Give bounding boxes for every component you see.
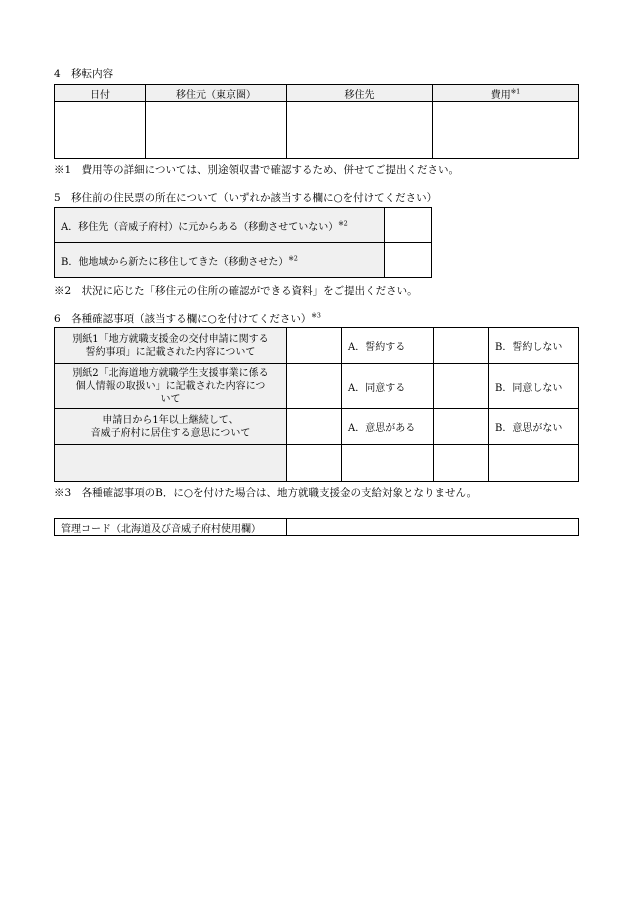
admin-code-field[interactable] bbox=[287, 519, 579, 536]
confirm-row-4-b[interactable] bbox=[489, 445, 579, 482]
confirm-row-2-a: A．同意する bbox=[342, 364, 434, 409]
confirm-row-1-b: B．誓約しない bbox=[489, 328, 579, 364]
confirm-row-3-a: A．意思がある bbox=[342, 409, 434, 445]
confirm-row-1-b-check[interactable] bbox=[434, 328, 489, 364]
destination-cell[interactable] bbox=[287, 102, 433, 159]
residence-option-b: B．他地域から新たに移住してきた（移動させた）$^{※2}$ bbox=[55, 243, 385, 278]
confirm-row-1-label: 別紙1「地方就職支援金の交付申請に関する 誓約事項」に記載された内容について bbox=[55, 328, 287, 364]
residence-option-a: A．移住先（音威子府村）に元からある（移動させていない）$^{※2}$ bbox=[55, 208, 385, 243]
section6-heading: 6 各種確認事項（該当する欄に○を付けてください）$^{※3}$ bbox=[54, 311, 321, 325]
header-cost: 費用$^{※1}$ bbox=[433, 85, 579, 102]
confirm-row-3-b-check[interactable] bbox=[434, 409, 489, 445]
confirm-row-4-b-check[interactable] bbox=[434, 445, 489, 482]
note2: ※2 状況に応じた「移住元の住所の確認ができる資料」をご提出ください。 bbox=[54, 285, 418, 297]
confirm-row-3-label: 申請日から1年以上継続して、 音威子府村に居住する意思について bbox=[55, 409, 287, 445]
confirm-row-4-a-check[interactable] bbox=[287, 445, 342, 482]
confirmation-table bbox=[54, 327, 579, 482]
confirm-row-4-a[interactable] bbox=[342, 445, 434, 482]
confirm-row-1-a-check[interactable] bbox=[287, 328, 342, 364]
cost-cell[interactable] bbox=[433, 102, 579, 159]
note3: ※3 各種確認事項のB．に○を付けた場合は、地方就職支援金の支給対象となりません。 bbox=[54, 487, 478, 499]
transfer-table bbox=[54, 84, 579, 159]
header-destination: 移住先 bbox=[287, 85, 433, 102]
confirm-row-1-a: A．誓約する bbox=[342, 328, 434, 364]
origin-cell[interactable] bbox=[146, 102, 287, 159]
confirm-row-3-a-check[interactable] bbox=[287, 409, 342, 445]
section4-heading: 4 移転内容 bbox=[54, 68, 114, 80]
section5-heading: 5 移住前の住民票の所在について（いずれか該当する欄に○を付けてください） bbox=[54, 192, 438, 204]
residence-option-a-check[interactable] bbox=[385, 208, 432, 243]
header-date: 日付 bbox=[55, 85, 146, 102]
note1: ※1 費用等の詳細については、別途領収書で確認するため、併せてご提出ください。 bbox=[54, 164, 460, 176]
date-cell[interactable] bbox=[55, 102, 146, 159]
admin-table bbox=[54, 518, 579, 536]
header-origin: 移住元（東京圏） bbox=[146, 85, 287, 102]
confirm-row-4-label bbox=[55, 445, 287, 482]
confirm-row-2-label: 別紙2「北海道地方就職学生支援事業に係る 個人情報の取扱い」に記載された内容につ いて bbox=[55, 364, 287, 409]
confirm-row-2-b-check[interactable] bbox=[434, 364, 489, 409]
residence-table bbox=[54, 207, 432, 278]
residence-option-b-check[interactable] bbox=[385, 243, 432, 278]
confirm-row-3-b: B．意思がない bbox=[489, 409, 579, 445]
confirm-row-2-b: B．同意しない bbox=[489, 364, 579, 409]
admin-code-label: 管理コード（北海道及び音威子府村使用欄） bbox=[55, 519, 287, 536]
confirm-row-2-a-check[interactable] bbox=[287, 364, 342, 409]
